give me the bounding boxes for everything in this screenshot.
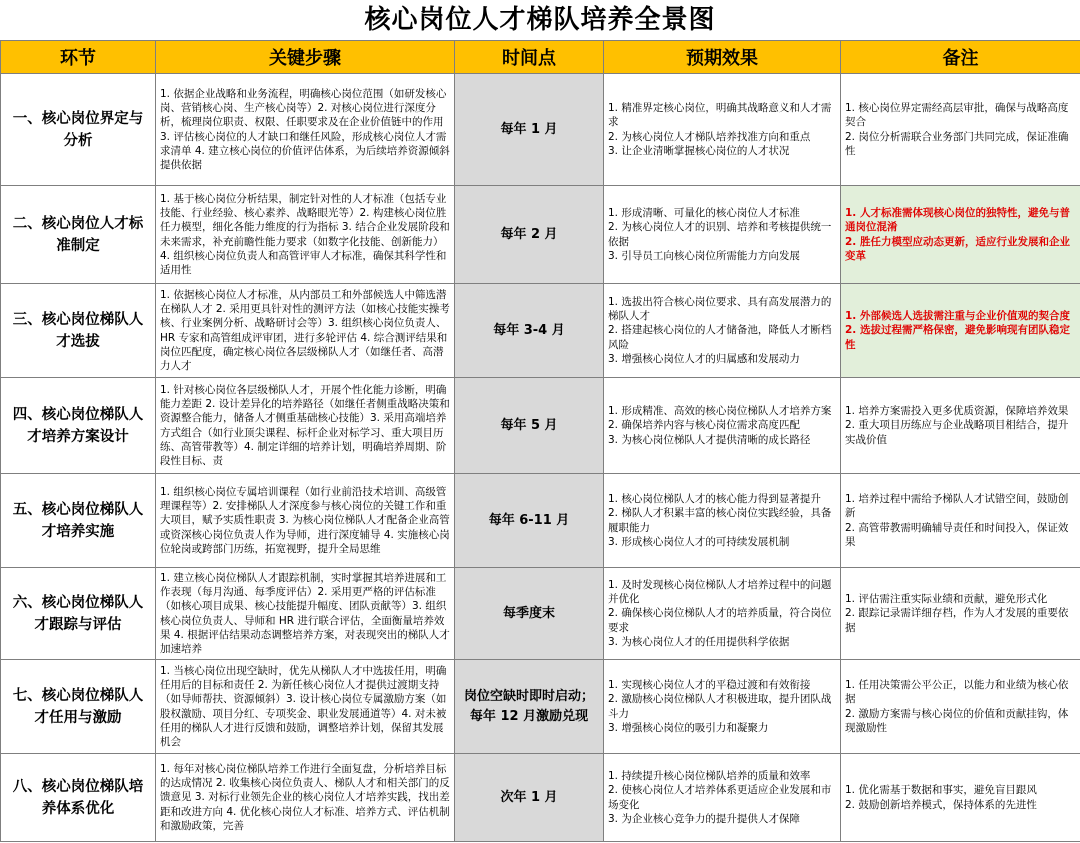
- note-item: 2. 激励方案需与核心岗位的价值和贡献挂钩，体现激励性: [845, 707, 1069, 734]
- steps-text: 1. 依据企业战略和业务流程，明确核心岗位范围（如研发核心岗、营销核心岗、生产核心岗等）2. 对核心岗位进行深度分析，梳理岗位职责、权限、任职要求及在企业价值链中的作用 3. 评估核心岗位的人才缺口和继任风险，形成核心岗位人才需求清单 4. 建立核心岗位的价值评估体系，为后续培养资源倾斜提供依据: [160, 87, 450, 172]
- note-item: 2. 高管带教需明确辅导责任和时间投入，保证效果: [845, 521, 1069, 548]
- effect-item: 3. 让企业清晰掌握核心岗位的人才状况: [608, 144, 790, 157]
- stage-cell: 四、核心岗位梯队人才培养方案设计: [1, 378, 156, 474]
- steps-cell: [156, 74, 455, 186]
- notes-cell: [841, 568, 1080, 660]
- effect-item: 1. 核心岗位梯队人才的核心能力得到显著提升: [608, 492, 821, 505]
- header-effects: 预期效果: [604, 41, 841, 74]
- effect-item: 2. 搭建起核心岗位的人才储备池，降低人才断档风险: [608, 324, 832, 351]
- effect-item: 2. 梯队人才积累丰富的核心岗位实践经验，具备履职能力: [608, 507, 832, 534]
- time-cell: 每年 2 月: [455, 186, 604, 284]
- notes-cell: [841, 474, 1080, 568]
- time-cell: 每年 1 月: [455, 74, 604, 186]
- note-item: 2. 胜任力模型应动态更新，适应行业发展和企业变革: [845, 235, 1070, 262]
- note-item: 1. 人才标准需体现核心岗位的独特性，避免与普通岗位混淆: [845, 206, 1070, 234]
- steps-cell: [156, 660, 455, 754]
- header-stage: 环节: [1, 41, 156, 74]
- effect-item: 3. 引导员工向核心岗位所需能力方向发展: [608, 249, 800, 262]
- effect-item: 3. 增强核心岗位人才的归属感和发展动力: [608, 352, 800, 365]
- notes-cell: [841, 284, 1080, 378]
- note-item: 1. 外部候选人选拔需注重与企业价值观的契合度: [845, 310, 1070, 323]
- notes-cell: [841, 660, 1080, 754]
- steps-text: 1. 基于核心岗位分析结果，制定针对性的人才标准（包括专业技能、行业经验、核心素养、战略眼光等）2. 构建核心岗位胜任力模型，细化各能力维度的行为指标 3. 结合企业发展阶段和未来需求，补充前瞻性能力要求（如数字化技能、创新能力）4. 组织核心岗位负责人和高管评审人才标准，确保其科学性和适用性: [160, 192, 450, 277]
- steps-cell: [156, 474, 455, 568]
- effect-item: 1. 持续提升核心岗位梯队培养的质量和效率: [608, 769, 811, 782]
- effect-item: 2. 激励核心岗位梯队人才积极进取，提升团队战斗力: [608, 693, 832, 720]
- effect-item: 1. 精准界定核心岗位，明确其战略意义和人才需求: [608, 101, 832, 129]
- header-time: 时间点: [455, 41, 604, 74]
- effect-item: 3. 为企业核心竞争力的提升提供人才保障: [608, 812, 800, 825]
- time-cell: 岗位空缺时即时启动；每年 12 月激励兑现: [455, 660, 604, 754]
- time-cell: 每季度末: [455, 568, 604, 660]
- note-item: 1. 任用决策需公平公正，以能力和业绩为核心依据: [845, 678, 1069, 706]
- steps-cell: [156, 284, 455, 378]
- table-row: [1, 284, 1080, 378]
- steps-cell: [156, 378, 455, 474]
- note-item: 2. 岗位分析需联合业务部门共同完成，保证准确性: [845, 130, 1069, 157]
- note-item: 1. 培养方案需投入更多优质资源，保障培养效果: [845, 405, 1069, 418]
- steps-text: 1. 建立核心岗位梯队人才跟踪机制，实时掌握其培养进展和工作表现（每月沟通、每季度评估）2. 采用更严格的评估标准（如核心项目成果、核心技能提升幅度、团队贡献等）3. 组织核心岗位负责人、导师和 HR 进行联合评估，全面衡量培养效果 4. 根据评估结果动态调整培养方案，对表现突出的梯队人才加速培养: [160, 571, 450, 656]
- effect-item: 1. 形成清晰、可量化的核心岗位人才标准: [608, 206, 800, 219]
- effect-item: 1. 及时发现核心岗位梯队人才培养过程中的问题并优化: [608, 578, 832, 606]
- steps-cell: [156, 568, 455, 660]
- note-item: 2. 鼓励创新培养模式，保持体系的先进性: [845, 798, 1037, 811]
- effects-cell: [604, 568, 841, 660]
- notes-cell: [841, 186, 1080, 284]
- header-notes: 备注: [841, 41, 1080, 74]
- note-item: 2. 跟踪记录需详细存档，作为人才发展的重要依据: [845, 607, 1069, 634]
- stage-cell: 七、核心岗位梯队人才任用与激励: [1, 660, 156, 754]
- effects-cell: [604, 186, 841, 284]
- time-cell: 次年 1 月: [455, 754, 604, 842]
- effect-item: 3. 为核心岗位人才的任用提供科学依据: [608, 635, 790, 648]
- note-item: 2. 选拔过程需严格保密，避免影响现有团队稳定性: [845, 324, 1070, 351]
- table-row: [1, 378, 1080, 474]
- notes-cell: [841, 74, 1080, 186]
- note-item: 1. 核心岗位界定需经高层审批，确保与战略高度契合: [845, 101, 1069, 129]
- steps-text: 1. 组织核心岗位专属培训课程（如行业前沿技术培训、高级管理课程等）2. 安排梯队人才深度参与核心岗位的关键工作和重大项目，赋予实质性职责 3. 为核心岗位梯队人才配备企业高管或资深核心岗位负责人作为导师，进行深度辅导 4. 实施核心岗位轮岗或跨部门历练，拓宽视野，提升全局思维: [160, 485, 450, 555]
- table-row: [1, 754, 1080, 842]
- table-row: [1, 568, 1080, 660]
- effect-item: 2. 确保核心岗位梯队人才的培养质量，符合岗位要求: [608, 607, 832, 634]
- effect-item: 2. 使核心岗位人才培养体系更适应企业发展和市场变化: [608, 784, 832, 811]
- effect-item: 3. 为核心岗位梯队人才提供清晰的成长路径: [608, 433, 811, 446]
- table-row: [1, 74, 1080, 186]
- steps-text: 1. 针对核心岗位各层级梯队人才，开展个性化能力诊断，明确能力差距 2. 设计差异化的培养路径（如继任者侧重战略决策和资源整合能力，储备人才侧重基础核心技能）3. 采用高端培养方式组合（如行业顶尖课程、标杆企业对标学习、重大项目历练、高管带教等）4. 制定详细的培养计划，明确培养周期、阶段性目标、责: [160, 383, 450, 468]
- notes-cell: [841, 378, 1080, 474]
- stage-cell: 八、核心岗位梯队培养体系优化: [1, 754, 156, 842]
- effect-item: 1. 选拔出符合核心岗位要求、具有高发展潜力的梯队人才: [608, 295, 832, 323]
- note-item: 2. 重大项目历练应与企业战略项目相结合，提升实战价值: [845, 419, 1069, 446]
- effect-item: 1. 形成精准、高效的核心岗位梯队人才培养方案: [608, 405, 832, 418]
- notes-cell: [841, 754, 1080, 842]
- stage-cell: 五、核心岗位梯队人才培养实施: [1, 474, 156, 568]
- effects-cell: [604, 74, 841, 186]
- page-title: 核心岗位人才梯队培养全景图: [364, 5, 716, 35]
- effects-cell: [604, 378, 841, 474]
- effect-item: 2. 为核心岗位人才梯队培养找准方向和重点: [608, 130, 811, 143]
- steps-text: 1. 每年对核心岗位梯队培养工作进行全面复盘，分析培养目标的达成情况 2. 收集核心岗位负责人、梯队人才和相关部门的反馈意见 3. 对标行业领先企业的核心岗位人才培养实践，找出差距和改进方向 4. 优化核心岗位人才标准、培养方式、评估机制和激励政策，完善: [160, 762, 450, 832]
- table-row: [1, 186, 1080, 284]
- effects-cell: [604, 754, 841, 842]
- header-row: [1, 41, 1080, 74]
- stage-cell: 三、核心岗位梯队人才选拔: [1, 284, 156, 378]
- time-cell: 每年 5 月: [455, 378, 604, 474]
- effect-item: 1. 实现核心岗位人才的平稳过渡和有效衔接: [608, 678, 811, 691]
- table-row: [1, 660, 1080, 754]
- table-row: [1, 474, 1080, 568]
- steps-cell: [156, 186, 455, 284]
- time-cell: 每年 6-11 月: [455, 474, 604, 568]
- time-cell: 每年 3-4 月: [455, 284, 604, 378]
- stage-cell: 一、核心岗位界定与分析: [1, 74, 156, 186]
- effect-item: 3. 增强核心岗位的吸引力和凝聚力: [608, 721, 769, 734]
- effects-cell: [604, 474, 841, 568]
- effects-cell: [604, 284, 841, 378]
- note-item: 1. 优化需基于数据和事实，避免盲目跟风: [845, 784, 1037, 797]
- steps-cell: [156, 754, 455, 842]
- note-item: 1. 培养过程中需给予梯队人才试错空间，鼓励创新: [845, 492, 1069, 520]
- steps-text: 1. 当核心岗位出现空缺时，优先从梯队人才中选拔任用，明确任用后的目标和责任 2. 为新任核心岗位人才提供过渡期支持（如导师帮扶、资源倾斜）3. 设计核心岗位专属激励方案（如股权激励、项目分红、专项奖金、职业发展通道等）4. 对未被任用的梯队人才进行反馈和鼓励，调整培养计划，保留其发展机会: [160, 664, 447, 749]
- effect-item: 2. 为核心岗位人才的识别、培养和考核提供统一依据: [608, 221, 832, 248]
- note-item: 1. 评估需注重实际业绩和贡献，避免形式化: [845, 593, 1048, 606]
- effect-item: 3. 形成核心岗位人才的可持续发展机制: [608, 535, 790, 548]
- effect-item: 2. 确保培养内容与核心岗位需求高度匹配: [608, 419, 800, 432]
- header-steps: 关键步骤: [156, 41, 455, 74]
- steps-text: 1. 依据核心岗位人才标准，从内部员工和外部候选人中筛选潜在梯队人才 2. 采用更具针对性的测评方法（如核心技能实操考核、行业案例分析、战略研讨会等）3. 组织核心岗位负责人、HR 专家和高管组成评审团，进行多轮评估 4. 综合测评结果和岗位匹配度，确定核心岗位各层级梯队人才（如继任者、高潜力人才: [160, 288, 450, 373]
- stage-cell: 二、核心岗位人才标准制定: [1, 186, 156, 284]
- stage-cell: 六、核心岗位梯队人才跟踪与评估: [1, 568, 156, 660]
- effects-cell: [604, 660, 841, 754]
- talent-pipeline-table: [0, 40, 1080, 842]
